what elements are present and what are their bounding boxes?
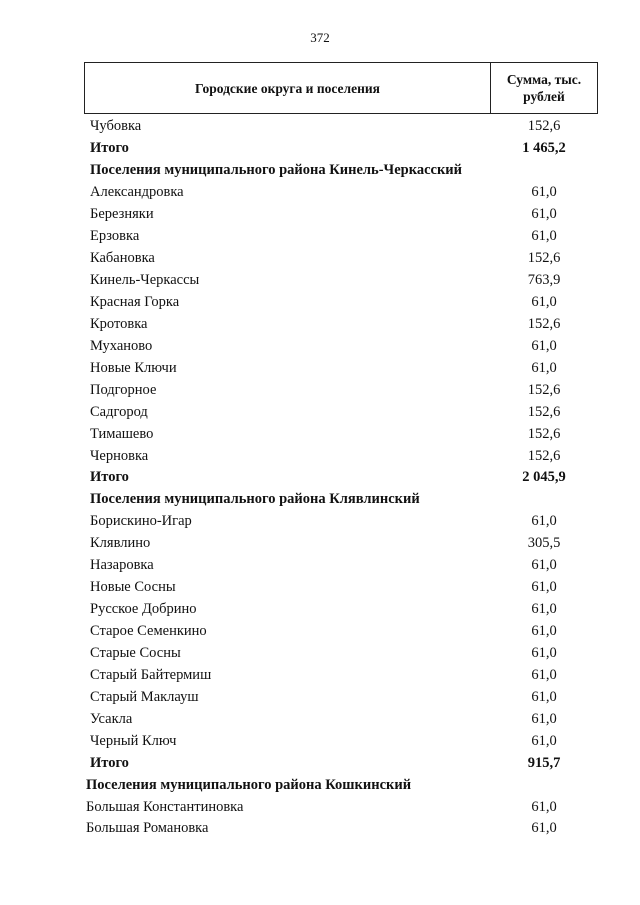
amount-value: 61,0 [531, 184, 557, 201]
section-title: Поселения муниципального района Кошкинский [86, 776, 412, 793]
settlement-name: Старые Сосны [90, 644, 181, 661]
table-row [84, 313, 598, 335]
amount-value: 61,0 [531, 688, 557, 705]
total-row [84, 467, 598, 489]
amount-value: 305,5 [527, 535, 561, 552]
settlement-name: Борискино-Игар [90, 513, 192, 530]
settlement-name: Старый Байтермиш [90, 666, 212, 683]
settlement-name: Подгорное [90, 381, 157, 398]
settlement-name: Усакла [90, 710, 133, 727]
total-row [84, 138, 598, 160]
section-header-row [84, 774, 598, 796]
settlement-name: Старое Семенкино [90, 623, 207, 640]
amount-value: 152,6 [527, 250, 561, 267]
settlement-name: Черный Ключ [90, 732, 177, 749]
amount-value: 61,0 [531, 228, 557, 245]
table-row [84, 533, 598, 555]
section-title: Поселения муниципального района Кинель-Черкасский [90, 162, 463, 179]
table-row [84, 292, 598, 314]
table-body [84, 116, 598, 840]
amount-value: 152,6 [527, 425, 561, 442]
settlement-name: Муханово [90, 337, 153, 354]
settlement-name: Новые Ключи [90, 359, 177, 376]
amount-value: 763,9 [527, 272, 561, 289]
amount-value: 61,0 [531, 666, 557, 683]
table-row [84, 664, 598, 686]
table-row [84, 248, 598, 270]
amount-value: 152,6 [527, 315, 561, 332]
settlement-name: Кабановка [90, 250, 155, 267]
settlement-name: Березняки [90, 206, 154, 223]
settlement-name: Чубовка [90, 118, 142, 135]
total-label: Итого [90, 469, 129, 486]
amount-value: 152,6 [527, 403, 561, 420]
amount-value: 61,0 [531, 337, 557, 354]
table-header [84, 62, 598, 114]
table-row [84, 818, 598, 840]
total-amount: 2 045,9 [522, 469, 566, 486]
settlement-name: Ерзовка [90, 228, 140, 245]
column-header-settlements: Городские округа и поселения [85, 63, 491, 113]
settlement-name: Новые Сосны [90, 579, 176, 596]
settlement-name: Александровка [90, 184, 184, 201]
settlement-name: Кинель-Черкассы [90, 272, 200, 289]
amount-value: 61,0 [531, 557, 557, 574]
amount-value: 61,0 [531, 359, 557, 376]
amount-value: 61,0 [531, 644, 557, 661]
settlement-name: Клявлино [90, 535, 151, 552]
table-row [84, 401, 598, 423]
total-amount: 1 465,2 [522, 140, 566, 157]
page-number: 372 [310, 30, 330, 45]
amount-value: 61,0 [531, 206, 557, 223]
settlement-name: Большая Романовка [86, 820, 209, 837]
amount-value: 61,0 [531, 513, 557, 530]
section-title: Поселения муниципального района Клявлинский [90, 491, 420, 508]
amount-value: 61,0 [531, 798, 557, 815]
column-header-amount: Сумма, тыс. рублей [506, 72, 582, 104]
amount-value: 61,0 [531, 710, 557, 727]
table-row [84, 730, 598, 752]
amount-value: 61,0 [531, 579, 557, 596]
settlement-name: Красная Горка [90, 293, 180, 310]
table-row [84, 555, 598, 577]
settlement-name: Черновка [90, 447, 149, 464]
table-row [84, 423, 598, 445]
amount-value: 61,0 [531, 293, 557, 310]
table-row [84, 577, 598, 599]
table-row [84, 335, 598, 357]
settlement-name: Большая Константиновка [86, 798, 244, 815]
table-row [84, 445, 598, 467]
total-label: Итого [90, 140, 129, 157]
table-row [84, 182, 598, 204]
table-row [84, 511, 598, 533]
table-row [84, 621, 598, 643]
table-row [84, 379, 598, 401]
total-amount: 915,7 [527, 754, 561, 771]
table-row [84, 686, 598, 708]
settlement-name: Назаровка [90, 557, 154, 574]
table-row [84, 708, 598, 730]
table-row [84, 357, 598, 379]
amount-value: 61,0 [531, 601, 557, 618]
amount-value: 152,6 [527, 118, 561, 135]
table-row [84, 796, 598, 818]
total-row [84, 752, 598, 774]
settlement-name: Русское Добрино [90, 601, 197, 618]
settlement-name: Садгород [90, 403, 148, 420]
table-row [84, 599, 598, 621]
table-row [84, 643, 598, 665]
total-label: Итого [90, 754, 129, 771]
settlement-name: Кротовка [90, 315, 148, 332]
settlement-name: Старый Маклауш [90, 688, 199, 705]
section-header-row [84, 489, 598, 511]
amount-value: 152,6 [527, 381, 561, 398]
amount-value: 61,0 [531, 820, 557, 837]
amount-value: 61,0 [531, 732, 557, 749]
amount-value: 61,0 [531, 623, 557, 640]
settlement-name: Тимашево [90, 425, 154, 442]
table-row [84, 116, 598, 138]
table-row [84, 270, 598, 292]
section-header-row [84, 160, 598, 182]
amount-value: 152,6 [527, 447, 561, 464]
table-row [84, 226, 598, 248]
table-row [84, 204, 598, 226]
